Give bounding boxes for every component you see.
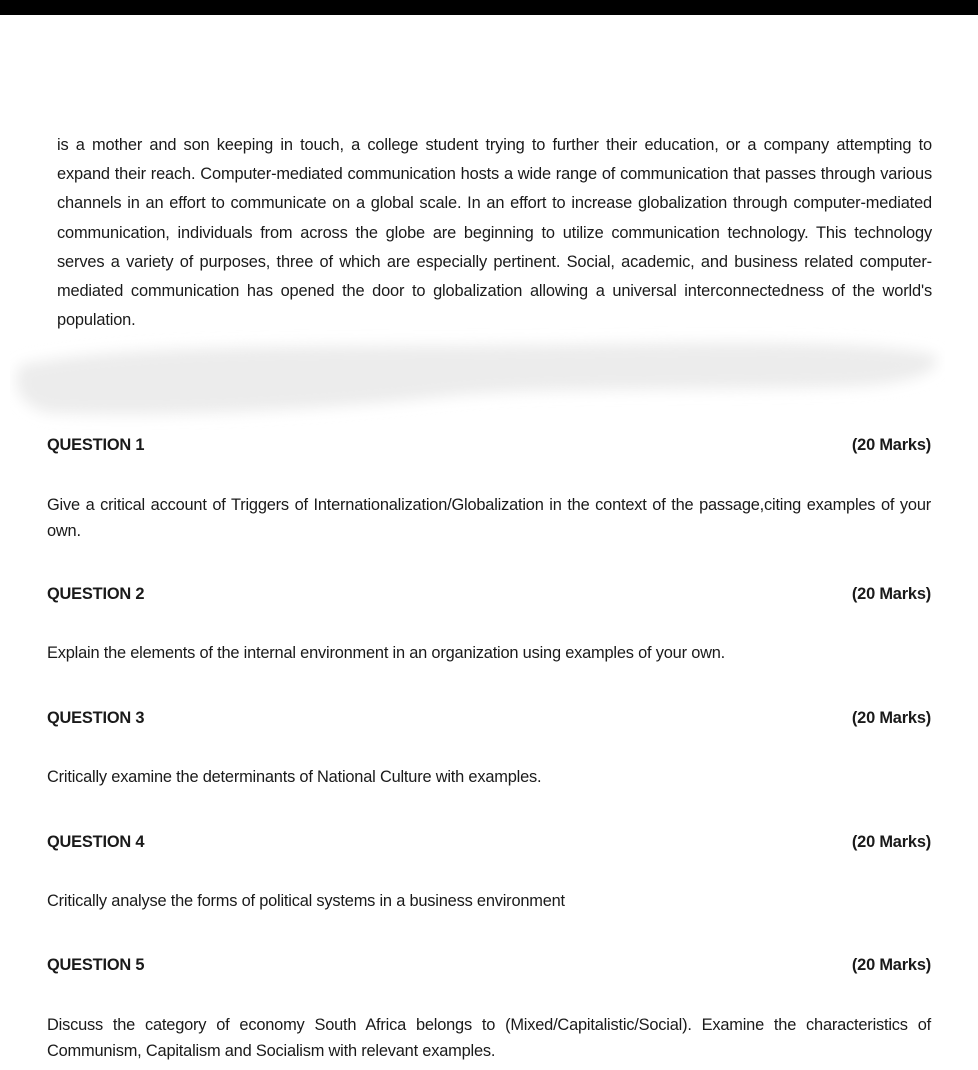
question-4-title: QUESTION 4 <box>47 833 145 851</box>
redaction-smudge <box>10 325 945 430</box>
question-4-marks: (20 Marks) <box>851 833 931 851</box>
question-1-marks: (20 Marks) <box>851 436 931 454</box>
passage-text: is a mother and son keeping in touch, a college student trying to further their education, or a company attempting to expand their reach. Computer-mediated communication hosts a wide range of communication that passes through various channels in an effort to communicate on a global scale. In an effort to increase globalization through computer-mediated communication, individuals from across the globe are beginning to utilize communication technology. This technology serves a variety of purposes, three of which are especially pertinent. Social, academic, and business related computer-mediated communication has opened the door to globalization allowing a universal interconnectedness of the world's population. <box>57 136 932 330</box>
top-black-bar <box>0 0 978 15</box>
question-5-text: Discuss the category of economy South Africa belongs to (Mixed/Capitalistic/Social). Examine the characteristics of Communism, Capitalism and Socialism with relevant examples. <box>47 1016 931 1060</box>
question-3-text: Critically examine the determinants of National Culture with examples. <box>47 768 542 786</box>
question-4-text: Critically analyse the forms of political systems in a business environment <box>47 892 565 910</box>
question-2-text: Explain the elements of the internal environment in an organization using examples of your own. <box>47 644 726 662</box>
question-5-header <box>47 956 931 980</box>
question-3-header <box>47 709 931 733</box>
question-2-header <box>47 585 931 609</box>
question-5-marks: (20 Marks) <box>851 956 931 974</box>
question-3-marks: (20 Marks) <box>851 709 931 727</box>
question-1-title: QUESTION 1 <box>47 436 145 454</box>
question-2-marks: (20 Marks) <box>851 585 931 603</box>
question-4-header <box>47 833 931 857</box>
question-5-title: QUESTION 5 <box>47 956 145 974</box>
question-3-title: QUESTION 3 <box>47 709 145 727</box>
question-1-header <box>47 436 931 460</box>
question-2-title: QUESTION 2 <box>47 585 145 603</box>
question-1-text: Give a critical account of Triggers of Internationalization/Globalization in the context of the passage,citing examples of your own. <box>47 496 931 540</box>
